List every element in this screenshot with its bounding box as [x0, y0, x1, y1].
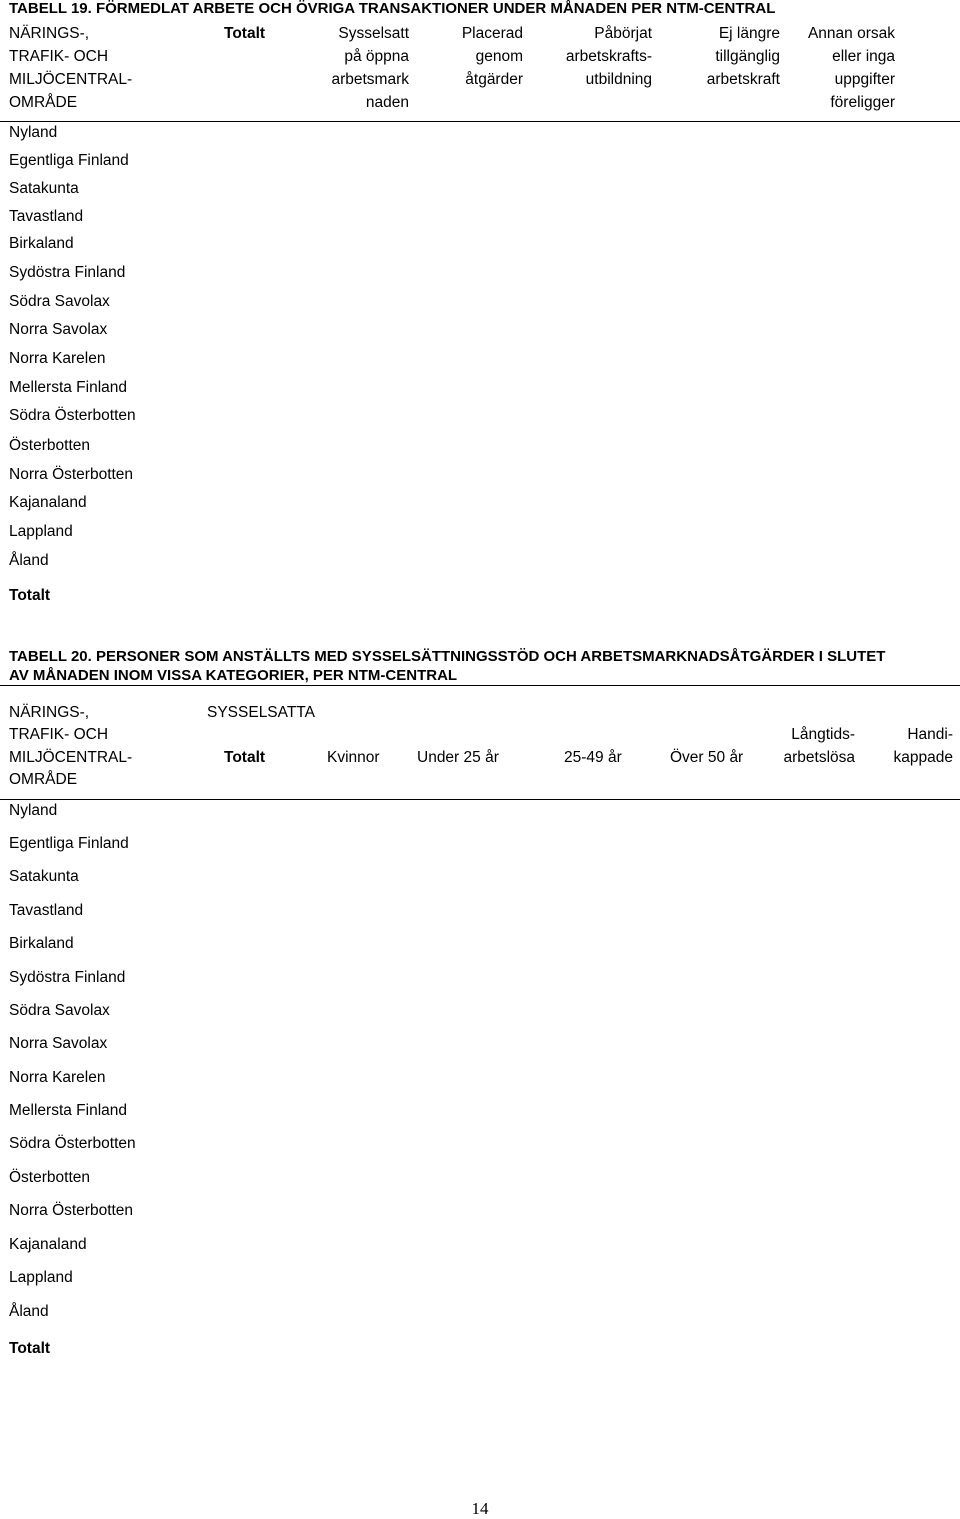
- col-header-annan-orsak: uppgifter: [834, 71, 895, 88]
- col-header-under-25: Under 25 år: [417, 749, 499, 766]
- table-row: Egentliga Finland: [9, 152, 129, 169]
- table-row: Österbotten: [9, 1169, 90, 1186]
- table-row: Mellersta Finland: [9, 1102, 128, 1119]
- table-row: Norra Savolax: [9, 1035, 108, 1052]
- col-header-annan-orsak: Annan orsak: [807, 25, 895, 42]
- total-row: Totalt: [9, 587, 51, 604]
- table-row: Södra Savolax: [9, 1002, 110, 1019]
- table-row: Lappland: [9, 1269, 73, 1286]
- table-row: Södra Savolax: [9, 293, 110, 310]
- total-row: Totalt: [9, 1340, 51, 1357]
- table-20-title: AV MÅNADEN INOM VISSA KATEGORIER, PER NTM-CENTRAL: [9, 667, 458, 684]
- col-header-placerad: genom: [475, 48, 523, 65]
- table-19-title: TABELL 19. FÖRMEDLAT ARBETE OCH ÖVRIGA TRANSAKTIONER UNDER MÅNADEN PER NTM-CENTRAL: [9, 0, 776, 17]
- table-row: Sydöstra Finland: [9, 969, 126, 986]
- table-row: Nyland: [9, 802, 58, 819]
- table-row: Birkaland: [9, 935, 74, 952]
- table-row: Birkaland: [9, 235, 74, 252]
- area-header-line: TRAFIK- OCH: [9, 48, 109, 65]
- table-row: Egentliga Finland: [9, 835, 129, 852]
- col-header-over-50: Över 50 år: [670, 749, 744, 766]
- col-header-paborjat: arbetskrafts-: [565, 48, 652, 65]
- area-header-line: OMRÅDE: [9, 94, 78, 111]
- table-row: Åland: [9, 552, 49, 569]
- col-header-sysselsatt: på öppna: [344, 48, 409, 65]
- col-header-langtids: Långtids-: [791, 726, 855, 743]
- table-row: Södra Österbotten: [9, 407, 136, 424]
- col-header-langtids: arbetslösa: [783, 749, 855, 766]
- table-row: Norra Karelen: [9, 350, 106, 367]
- table-row: Sydöstra Finland: [9, 264, 126, 281]
- col-header-sysselsatt: naden: [365, 94, 409, 111]
- col-header-ej-langre: tillgänglig: [715, 48, 780, 65]
- col-header-ej-langre: arbetskraft: [706, 71, 780, 88]
- col-header-annan-orsak: eller inga: [832, 48, 895, 65]
- header-divider: [0, 121, 960, 122]
- table-row: Kajanaland: [9, 1236, 87, 1253]
- col-header-ej-langre: Ej längre: [718, 25, 780, 42]
- area-header-line: TRAFIK- OCH: [9, 726, 109, 743]
- table-row: Nyland: [9, 124, 58, 141]
- table-row: Satakunta: [9, 868, 79, 885]
- col-header-sysselsatt: Sysselsatt: [338, 25, 409, 42]
- col-header-placerad: åtgärder: [465, 71, 523, 88]
- table-row: Södra Österbotten: [9, 1135, 136, 1152]
- area-header-line: MILJÖCENTRAL-: [9, 749, 133, 766]
- table-20-title: TABELL 20. PERSONER SOM ANSTÄLLTS MED SYSSELSÄTTNINGSSTÖD OCH ARBETSMARKNADSÅTGÄRDER I SLUTET: [9, 648, 886, 665]
- page-number: 14: [471, 1499, 489, 1518]
- table-row: Norra Karelen: [9, 1069, 106, 1086]
- area-header-line: NÄRINGS-,: [9, 704, 90, 721]
- col-header-paborjat: Påbörjat: [594, 25, 652, 42]
- table-row: Kajanaland: [9, 494, 87, 511]
- area-header-line: OMRÅDE: [9, 771, 78, 788]
- col-header-kvinnor: Kvinnor: [327, 749, 380, 766]
- table-row: Norra Savolax: [9, 321, 108, 338]
- col-header-handikappade: kappade: [893, 749, 953, 766]
- col-header-handikappade: Handi-: [907, 726, 953, 743]
- area-header-line: NÄRINGS-,: [9, 25, 90, 42]
- col-header-totalt: Totalt: [224, 25, 266, 42]
- table-row: Lappland: [9, 523, 73, 540]
- group-header-sysselsatta: SYSSELSATTA: [207, 704, 315, 721]
- table-row: Mellersta Finland: [9, 379, 128, 396]
- table-row: Satakunta: [9, 180, 79, 197]
- area-header-line: MILJÖCENTRAL-: [9, 71, 133, 88]
- table-row: Tavastland: [9, 902, 84, 919]
- col-header-placerad: Placerad: [461, 25, 523, 42]
- table-row: Tavastland: [9, 208, 84, 225]
- col-header-annan-orsak: föreligger: [830, 94, 895, 111]
- table-row: Österbotten: [9, 437, 90, 454]
- table-row: Norra Österbotten: [9, 466, 134, 483]
- col-header-paborjat: utbildning: [585, 71, 652, 88]
- col-header-25-49: 25-49 år: [564, 749, 622, 766]
- col-header-totalt: Totalt: [224, 749, 266, 766]
- title-divider: [0, 685, 960, 686]
- header-divider: [0, 799, 960, 800]
- table-row: Norra Österbotten: [9, 1202, 134, 1219]
- table-row: Åland: [9, 1303, 49, 1320]
- col-header-sysselsatt: arbetsmark: [331, 71, 409, 88]
